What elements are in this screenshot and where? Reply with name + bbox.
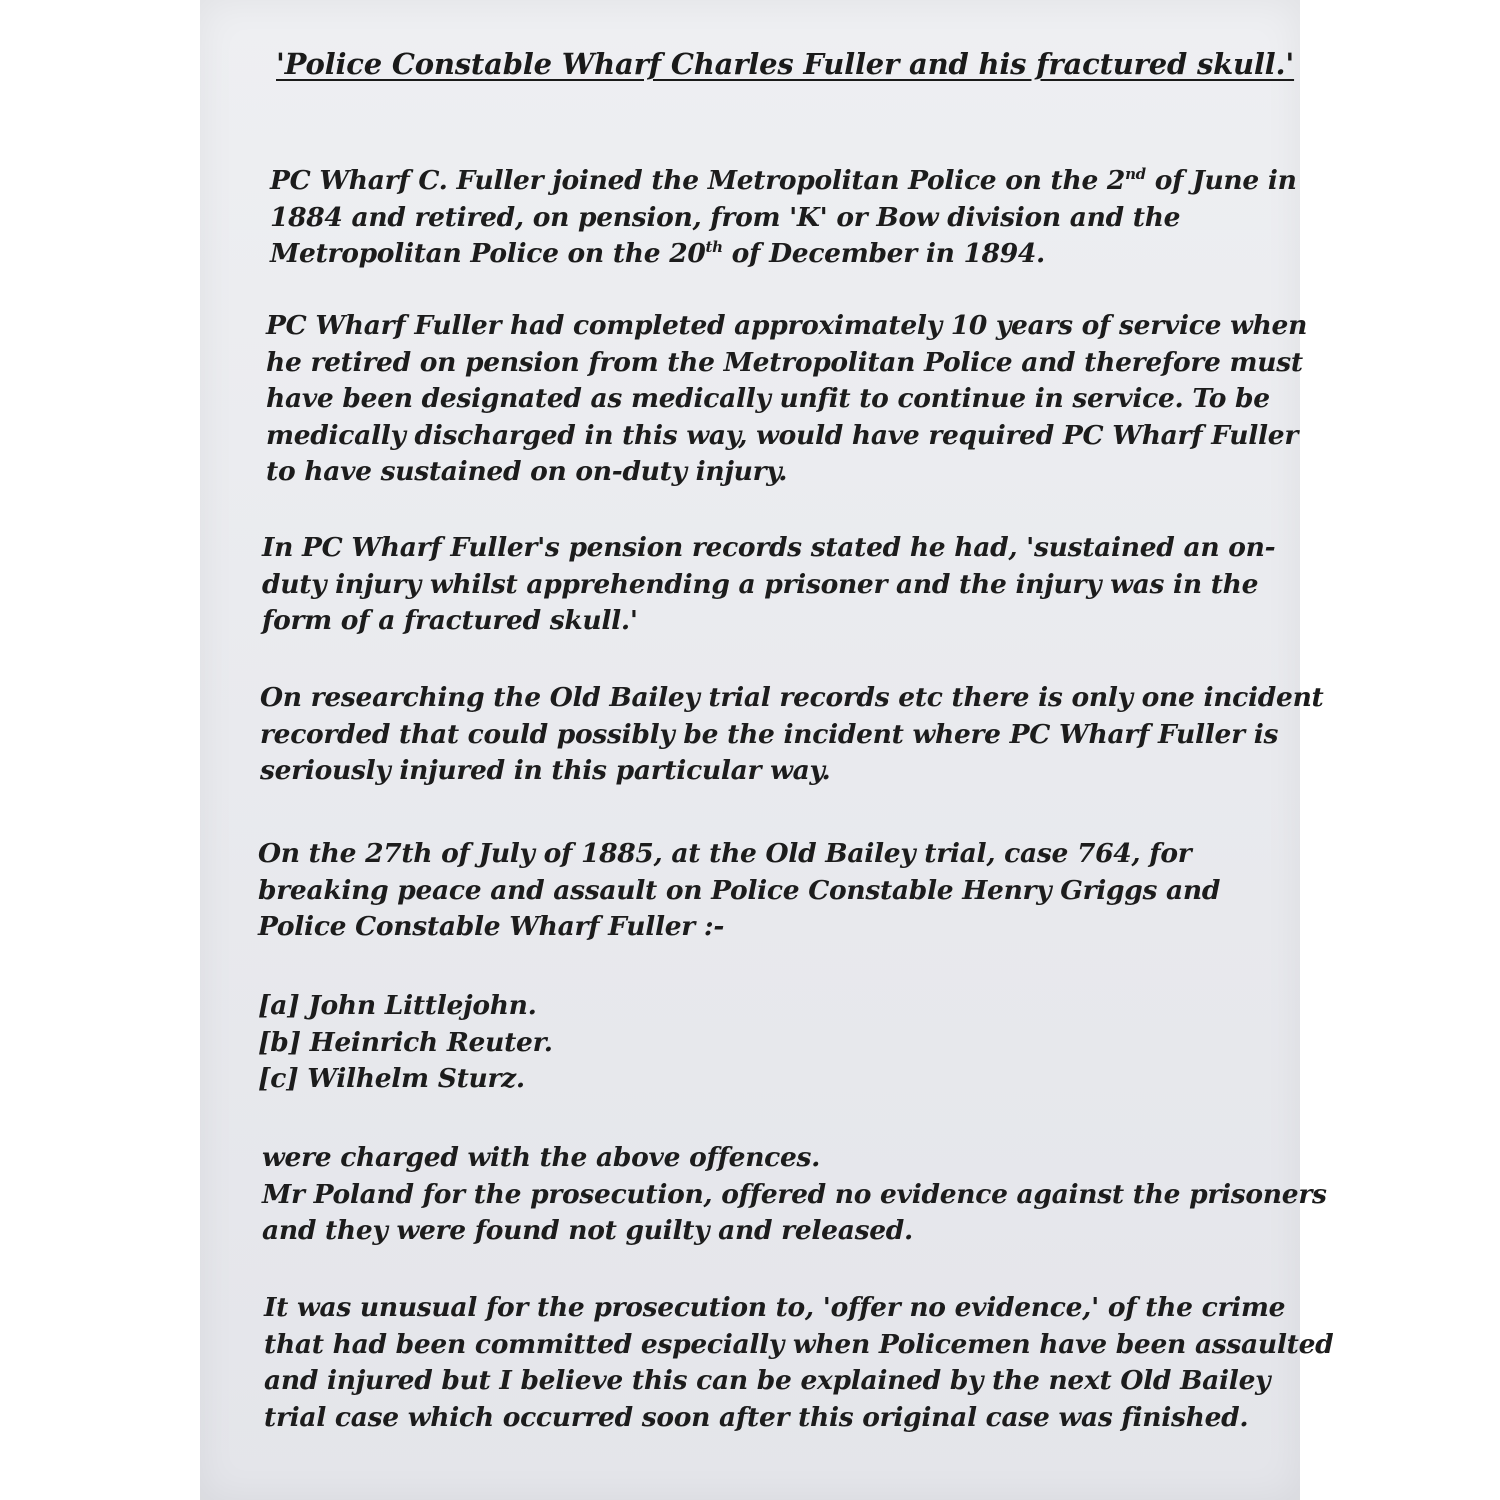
paragraph-line: trial case which occurred soon after this original case was finished.: [264, 1401, 1249, 1433]
text-run: of June in: [1145, 165, 1297, 196]
text-run: of December in 1894.: [722, 238, 1045, 269]
paragraph-service-summary: [266, 308, 1308, 491]
paragraph-line: form of a fractured skull.': [262, 605, 638, 636]
paragraph-line: seriously injured in this particular way.: [260, 755, 831, 786]
ordinal-suffix: th: [705, 238, 723, 257]
list-item: [b] Heinrich Reuter.: [258, 1026, 553, 1058]
document-title: 'Police Constable Wharf Charles Fuller and his fractured skull.': [276, 47, 1295, 81]
paragraph-line: recorded that could possibly be the incident where PC Wharf Fuller is: [260, 718, 1279, 750]
paragraph-line: Police Constable Wharf Fuller :-: [258, 911, 725, 942]
paragraph-line: medically discharged in this way, would have required PC Wharf Fuller: [266, 419, 1298, 451]
paragraph-line: It was unusual for the prosecution to, 'offer no evidence,' of the crime: [264, 1292, 1286, 1323]
paragraph-line: were charged with the above offences.: [262, 1142, 821, 1173]
paragraph-line: breaking peace and assault on Police Constable Henry Griggs and: [258, 874, 1221, 906]
paragraph-line: that had been committed especially when Policemen have been assaulted: [264, 1328, 1334, 1360]
paragraph-line: PC Wharf Fuller had completed approximately 10 years of service when: [266, 310, 1308, 341]
paragraph-trial-case: [258, 836, 1248, 946]
paragraph-line: [270, 236, 1250, 273]
paragraph-line: In PC Wharf Fuller's pension records stated he had, 'sustained an on-: [262, 532, 1276, 563]
paragraph-line: have been designated as medically unfit to continue in service. To be: [266, 383, 1270, 414]
text-run: PC Wharf C. Fuller joined the Metropolitan Police on the 2: [270, 165, 1126, 196]
paragraph-line: and they were found not guilty and released.: [262, 1215, 913, 1246]
paper-sheet: [200, 0, 1334, 1500]
paragraph-old-bailey-research: [260, 680, 1324, 790]
paragraph-line: and injured but I believe this can be explained by the next Old Bailey: [264, 1365, 1271, 1396]
paragraph-line: On the 27th of July of 1885, at the Old Bailey trial, case 764, for: [258, 838, 1192, 869]
paragraph-pension-records: [262, 530, 1276, 640]
paragraph-line: duty injury whilst apprehending a prisoner and the injury was in the: [262, 568, 1259, 600]
paragraph-line: 1884 and retired, on pension, from 'K' or Bow division and the: [270, 201, 1181, 233]
paragraph-line: he retired on pension from the Metropolitan Police and therefore must: [266, 346, 1303, 378]
list-item: [c] Wilhelm Sturz.: [258, 1063, 525, 1094]
paragraph-joining-and-retirement: [270, 163, 1297, 273]
paragraph-verdict: [262, 1140, 1327, 1250]
paragraph-conclusion: [264, 1290, 1334, 1436]
ordinal-suffix: nd: [1125, 165, 1146, 184]
paragraph-line: On researching the Old Bailey trial records etc there is only one incident: [260, 682, 1324, 713]
paragraph-line: Mr Poland for the prosecution, offered no evidence against the prisoners: [262, 1178, 1327, 1210]
list-item: [a] John Littlejohn.: [258, 990, 537, 1021]
text-run: Metropolitan Police on the 20: [270, 238, 706, 269]
paragraph-line: [270, 163, 1297, 200]
paragraph-line: to have sustained on on-duty injury.: [266, 456, 788, 487]
defendants-list: [258, 988, 858, 1098]
